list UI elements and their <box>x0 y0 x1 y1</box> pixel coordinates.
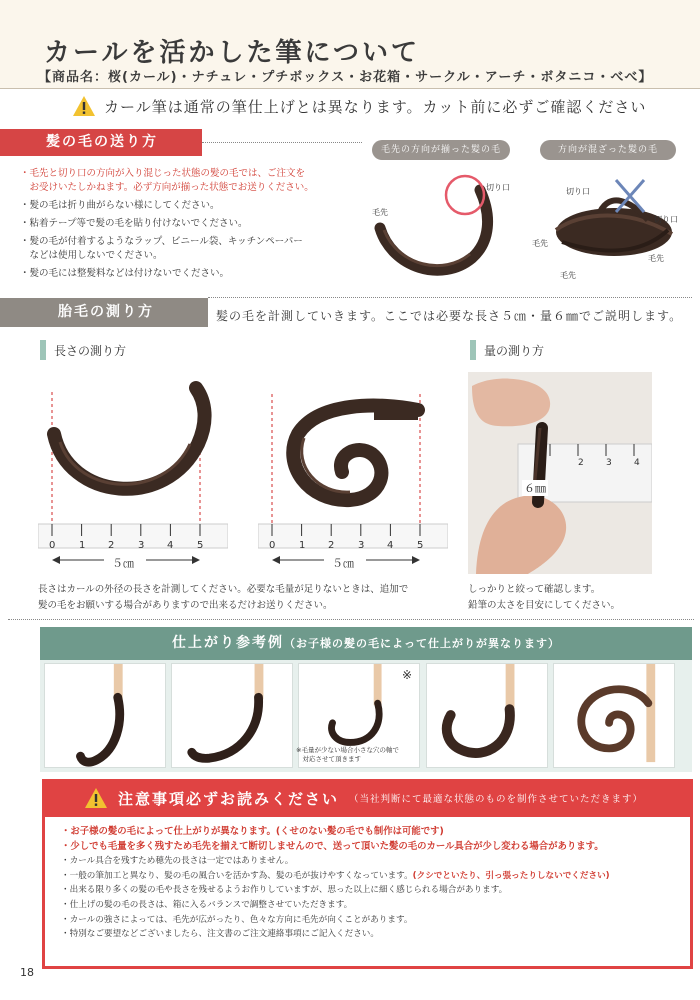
notice-item <box>61 869 690 884</box>
ruler-number: 2 <box>328 540 335 551</box>
notice-item: ・出来る限り多くの髪の毛や長さを残せるようお作りしていますが、思った以上に細く感じられる場合があります。 <box>61 885 508 896</box>
measure-intro: 髪の毛を計測していきます。ここでは必要な長さ５㎝・量６㎜でご説明します。 <box>216 309 683 323</box>
product-names: 【商品名：桜(カール)・ナチュレ・プチボックス・お花箱・サークル・アーチ・ボタニコ・べべ】 <box>38 70 653 85</box>
notice-title: 注意事項必ずお読みください <box>118 789 340 808</box>
ruler-numbers-1 <box>38 540 228 554</box>
dotted-divider <box>8 619 694 620</box>
header-divider <box>0 88 700 89</box>
finish-note <box>296 746 420 764</box>
section-label-sending: 髪の毛の送り方 <box>0 129 202 156</box>
page-title: カールを活かした筆について <box>44 38 420 68</box>
ruler-number: 5 <box>417 540 424 551</box>
finish-title-note: （お子様の髪の毛によって仕上がりが異なります） <box>284 637 560 650</box>
notice-item-text: ・一般の筆加工と異なり、髪の毛の風合いを活かす為、髪の毛が抜けやすくなっています。 <box>61 870 413 881</box>
label-mixed-hair: 方向が混ざった髪の毛 <box>540 140 676 160</box>
ruler-number: 0 <box>269 540 276 551</box>
notice-item: ・カール具合を残すため穂先の長さは一定ではありません。 <box>61 856 294 867</box>
cut-end-label: 切り口 <box>654 215 678 224</box>
label-aligned-hair: 毛先の方向が揃った髪の毛 <box>372 140 510 160</box>
volume-caption <box>468 582 620 614</box>
warning-text: カール筆は通常の筆仕上げとは異なります。カット前に必ずご確認ください <box>104 97 647 116</box>
small-ruler-numbers <box>468 458 652 472</box>
finish-example-1 <box>44 663 166 768</box>
notice-item: ・特別なご要望などございましたら、注文書のご注文連絡事項にご記入ください。 <box>61 929 379 940</box>
finish-mark: ※ <box>402 668 413 682</box>
volume-caption-line: しっかりと絞って確認します。 <box>468 584 601 595</box>
length-caption <box>38 582 408 614</box>
mixed-hair-image <box>540 172 690 282</box>
finish-example-2 <box>171 663 293 768</box>
volume-photo <box>468 372 652 574</box>
length-caption-line: 長さはカールの外径の長さを計測してください。必要な毛量が足りないときは、追加で <box>38 584 409 595</box>
dotted-divider <box>202 142 362 143</box>
ruler-number: 5 <box>197 540 204 551</box>
warning-icon <box>72 95 96 117</box>
finish-examples-banner <box>40 627 692 660</box>
finish-example-5 <box>553 663 675 768</box>
volume-caption-line: 鉛筆の太さを目安にしてください。 <box>468 600 621 611</box>
ruler-number: 3 <box>138 540 145 551</box>
notice-item: ・お子様の髪の毛によって仕上がりが異なります。(くせのない髪の毛でも制作は可能です) <box>61 826 444 837</box>
cut-end-label: 切り口 <box>486 183 510 192</box>
ruler-number: 1 <box>299 540 306 551</box>
bullet-item: などは使用しないでください。 <box>20 250 163 261</box>
subheading-bar <box>470 340 476 360</box>
notice-title-note: （当社判断にて最適な状態のものを制作させていただきます） <box>349 794 644 805</box>
volume-subheading <box>470 340 544 360</box>
notice-item: ・カールの強さによっては、毛先が広がったり、色々な方向に毛先が向くことがあります。 <box>61 914 413 925</box>
length-label-5cm: ５㎝ <box>112 557 134 570</box>
finish-examples-row <box>40 660 692 772</box>
finish-note-line: 対応させて頂きます <box>296 755 361 763</box>
tip-label: 毛先 <box>560 271 576 280</box>
notice-item: ・仕上げの髪の毛の長さは、箱に入るバランスで調整させていただきます。 <box>61 899 353 910</box>
ruler-number: 4 <box>387 540 394 551</box>
length-title: 長さの測り方 <box>54 343 127 358</box>
length-subheading <box>40 340 126 360</box>
ruler-number: 3 <box>358 540 365 551</box>
notice-item: ・少しでも毛量を多く残すため毛先を揃えて断切しませんので、送って頂いた髪の毛のカール具合が少し変わる場合があります。 <box>61 840 604 852</box>
volume-label-6mm: ６㎜ <box>524 482 546 495</box>
notice-body <box>42 817 693 969</box>
bullet-item: ・髪の毛は折り曲がらない様にしてください。 <box>20 200 220 211</box>
bullet-item: ・粘着テープ等で髪の毛を貼り付けないでください。 <box>20 218 248 229</box>
tip-label: 毛先 <box>532 239 548 248</box>
ruler-number: 4 <box>167 540 174 551</box>
bullet-item: ・髪の毛には整髪料などは付けないでください。 <box>20 268 230 279</box>
bullet-item: ・毛先と切り口の方向が入り混じった状態の髪の毛では、ご注文を <box>20 168 306 179</box>
tip-label: 毛先 <box>372 208 388 217</box>
warning-banner <box>72 94 672 118</box>
page-number: 18 <box>20 966 34 979</box>
ruler-number: 0 <box>49 540 56 551</box>
tip-label: 毛先 <box>648 254 664 263</box>
bullet-item: ・髪の毛が付着するようなラップ、ビニール袋、キッチンペーパー <box>20 236 303 247</box>
section-label-measure: 胎毛の測り方 <box>0 298 208 327</box>
ruler-number: 3 <box>606 458 612 468</box>
ruler-number: 1 <box>79 540 86 551</box>
subheading-bar <box>40 340 46 360</box>
ruler-number: 2 <box>578 458 584 468</box>
finish-note-line: ※毛量が少ない場合小さな穴の軸で <box>296 746 399 754</box>
dotted-divider <box>208 297 692 298</box>
ruler-number: 4 <box>634 458 640 468</box>
length-label-5cm: ５㎝ <box>332 557 354 570</box>
ruler-numbers-2 <box>258 540 448 554</box>
finish-example-4 <box>426 663 548 768</box>
sending-instructions <box>20 167 365 285</box>
volume-title: 量の測り方 <box>484 343 545 358</box>
ruler-number: 2 <box>108 540 115 551</box>
bullet-item: お受けいたしかねます。必ず方向が揃った状態でお送りください。 <box>20 182 314 193</box>
notice-item-emphasis: (クシでといたり、引っ張ったりしないでください) <box>412 870 610 881</box>
length-caption-line: 髪の毛をお願いする場合がありますので出来るだけお送りください。 <box>38 600 333 611</box>
finish-title: 仕上がり参考例 <box>172 635 284 651</box>
cut-end-label: 切り口 <box>566 187 590 196</box>
warning-icon <box>84 787 108 809</box>
notice-header <box>42 779 693 817</box>
